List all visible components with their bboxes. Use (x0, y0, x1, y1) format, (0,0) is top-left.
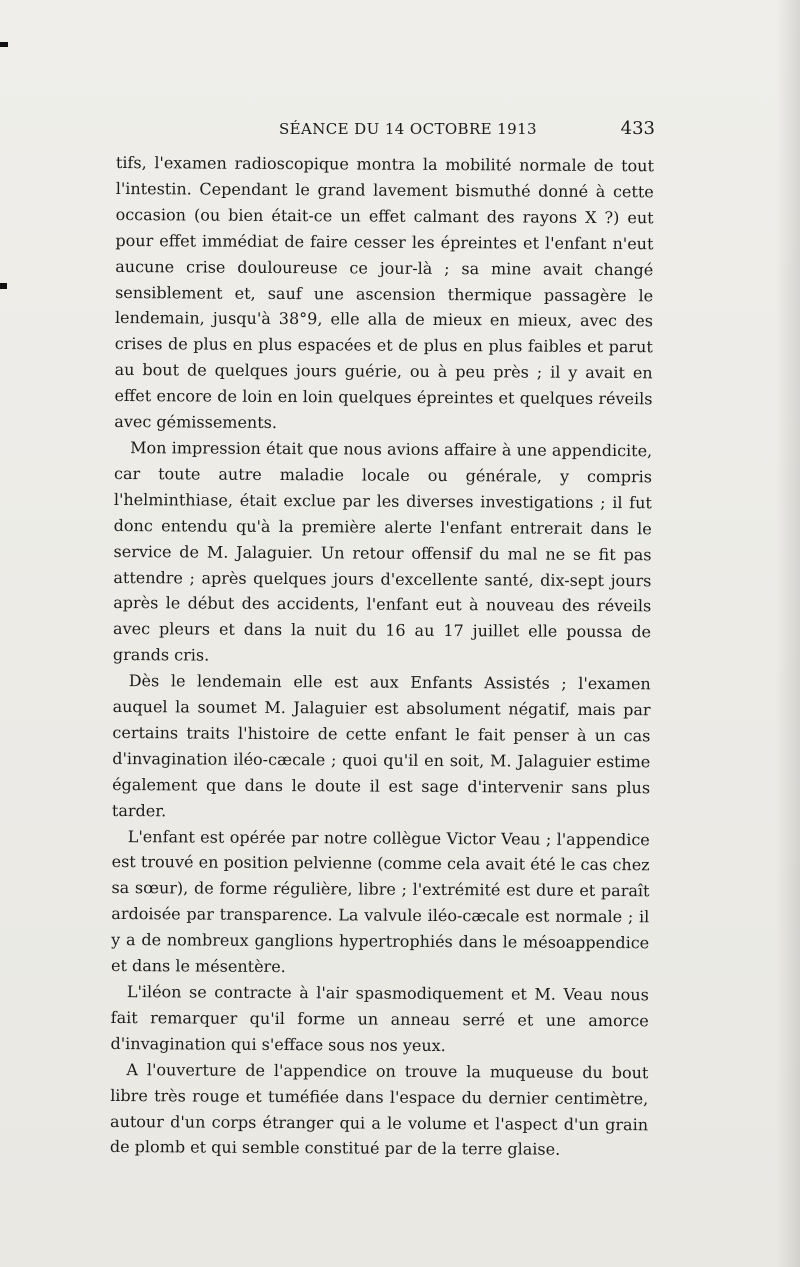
paragraph: L'iléon se contracte à l'air spasmodiquement et M. Veau nous fait remarquer qu'il forme un anneau serré et une amorce d'invagination qui s'efface sous nos yeux. (110, 982, 649, 1055)
paragraph: Mon impression était que nous avions affaire à une appendicite, car toute autre maladie locale ou générale, y compris l'helminthiase, était exclue par les diverses investigations ; il fut donc entendu qu'à la première alerte l'enfant entrerait dans le service de M. Jalaguier. Un retour offensif du mal ne se fit pas attendre ; après quelques jours d'excellente santé, dix-sept jours après le début des accidents, l'enfant eut à nouveau des réveils avec pleurs et dans la nuit du 16 au 17 juillet elle poussa de grands cris. (112, 438, 653, 665)
running-head: SÉANCE DU 14 OCTOBRE 1913 (279, 120, 537, 138)
paragraph: L'enfant est opérée par notre collègue Victor Veau ; l'appendice est trouvé en position pelvienne (comme cela avait été le cas chez sa sœur), de forme régulière, libre ; l'extrémité est dure et paraît ardoisée par transparence. La valvule iléo-cæcale est normale ; il y a de nombreux ganglions hypertrophiés dans le mésoappendice et dans le mésentère. (110, 826, 650, 977)
page-edge-shadow (776, 0, 800, 1267)
scan-edge-mark (0, 42, 8, 47)
page-number: 433 (620, 118, 655, 139)
paragraph: tifs, l'examen radioscopique montra la mobilité normale de tout l'intestin. Cependant le grand lavement bismuthé donné à cette occasion (ou bien était-ce un effet calmant des rayons X ?) eut pour effet immédiat de faire cesser les épreintes et l'enfant n'eut aucune crise douloureuse ce jour-là ; sa mine avait changé sensiblement et, sauf une ascension thermique passagère le lendemain, jusqu'à 38°9, elle alla de mieux en mieux, avec des crises de plus en plus espacées et de plus en plus faibles et parut au bout de quelques jours guérie, ou à peu près ; il y avait en effet encore de loin en loin quelques épreintes et quelques réveils avec gémissements. (114, 152, 654, 433)
body-text (110, 150, 654, 1164)
page-header (115, 118, 655, 142)
paragraph: Dès le lendemain elle est aux Enfants Assistés ; l'examen auquel la soumet M. Jalaguier est absolument négatif, mais par certains traits l'histoire de cette enfant le fait penser à un cas d'invagination iléo-cæcale ; quoi qu'il en soit, M. Jalaguier estime également que dans le doute il est sage d'intervenir sans plus tarder. (111, 671, 651, 820)
paragraph: A l'ouverture de l'appendice on trouve la muqueuse du bout libre très rouge et tuméfiée dans l'espace du dernier centimètre, autour d'un corps étranger qui a le volume et l'aspect d'un grain de plomb et qui semble constitué par de la terre glaise. (109, 1059, 649, 1160)
scan-edge-mark (0, 283, 7, 289)
